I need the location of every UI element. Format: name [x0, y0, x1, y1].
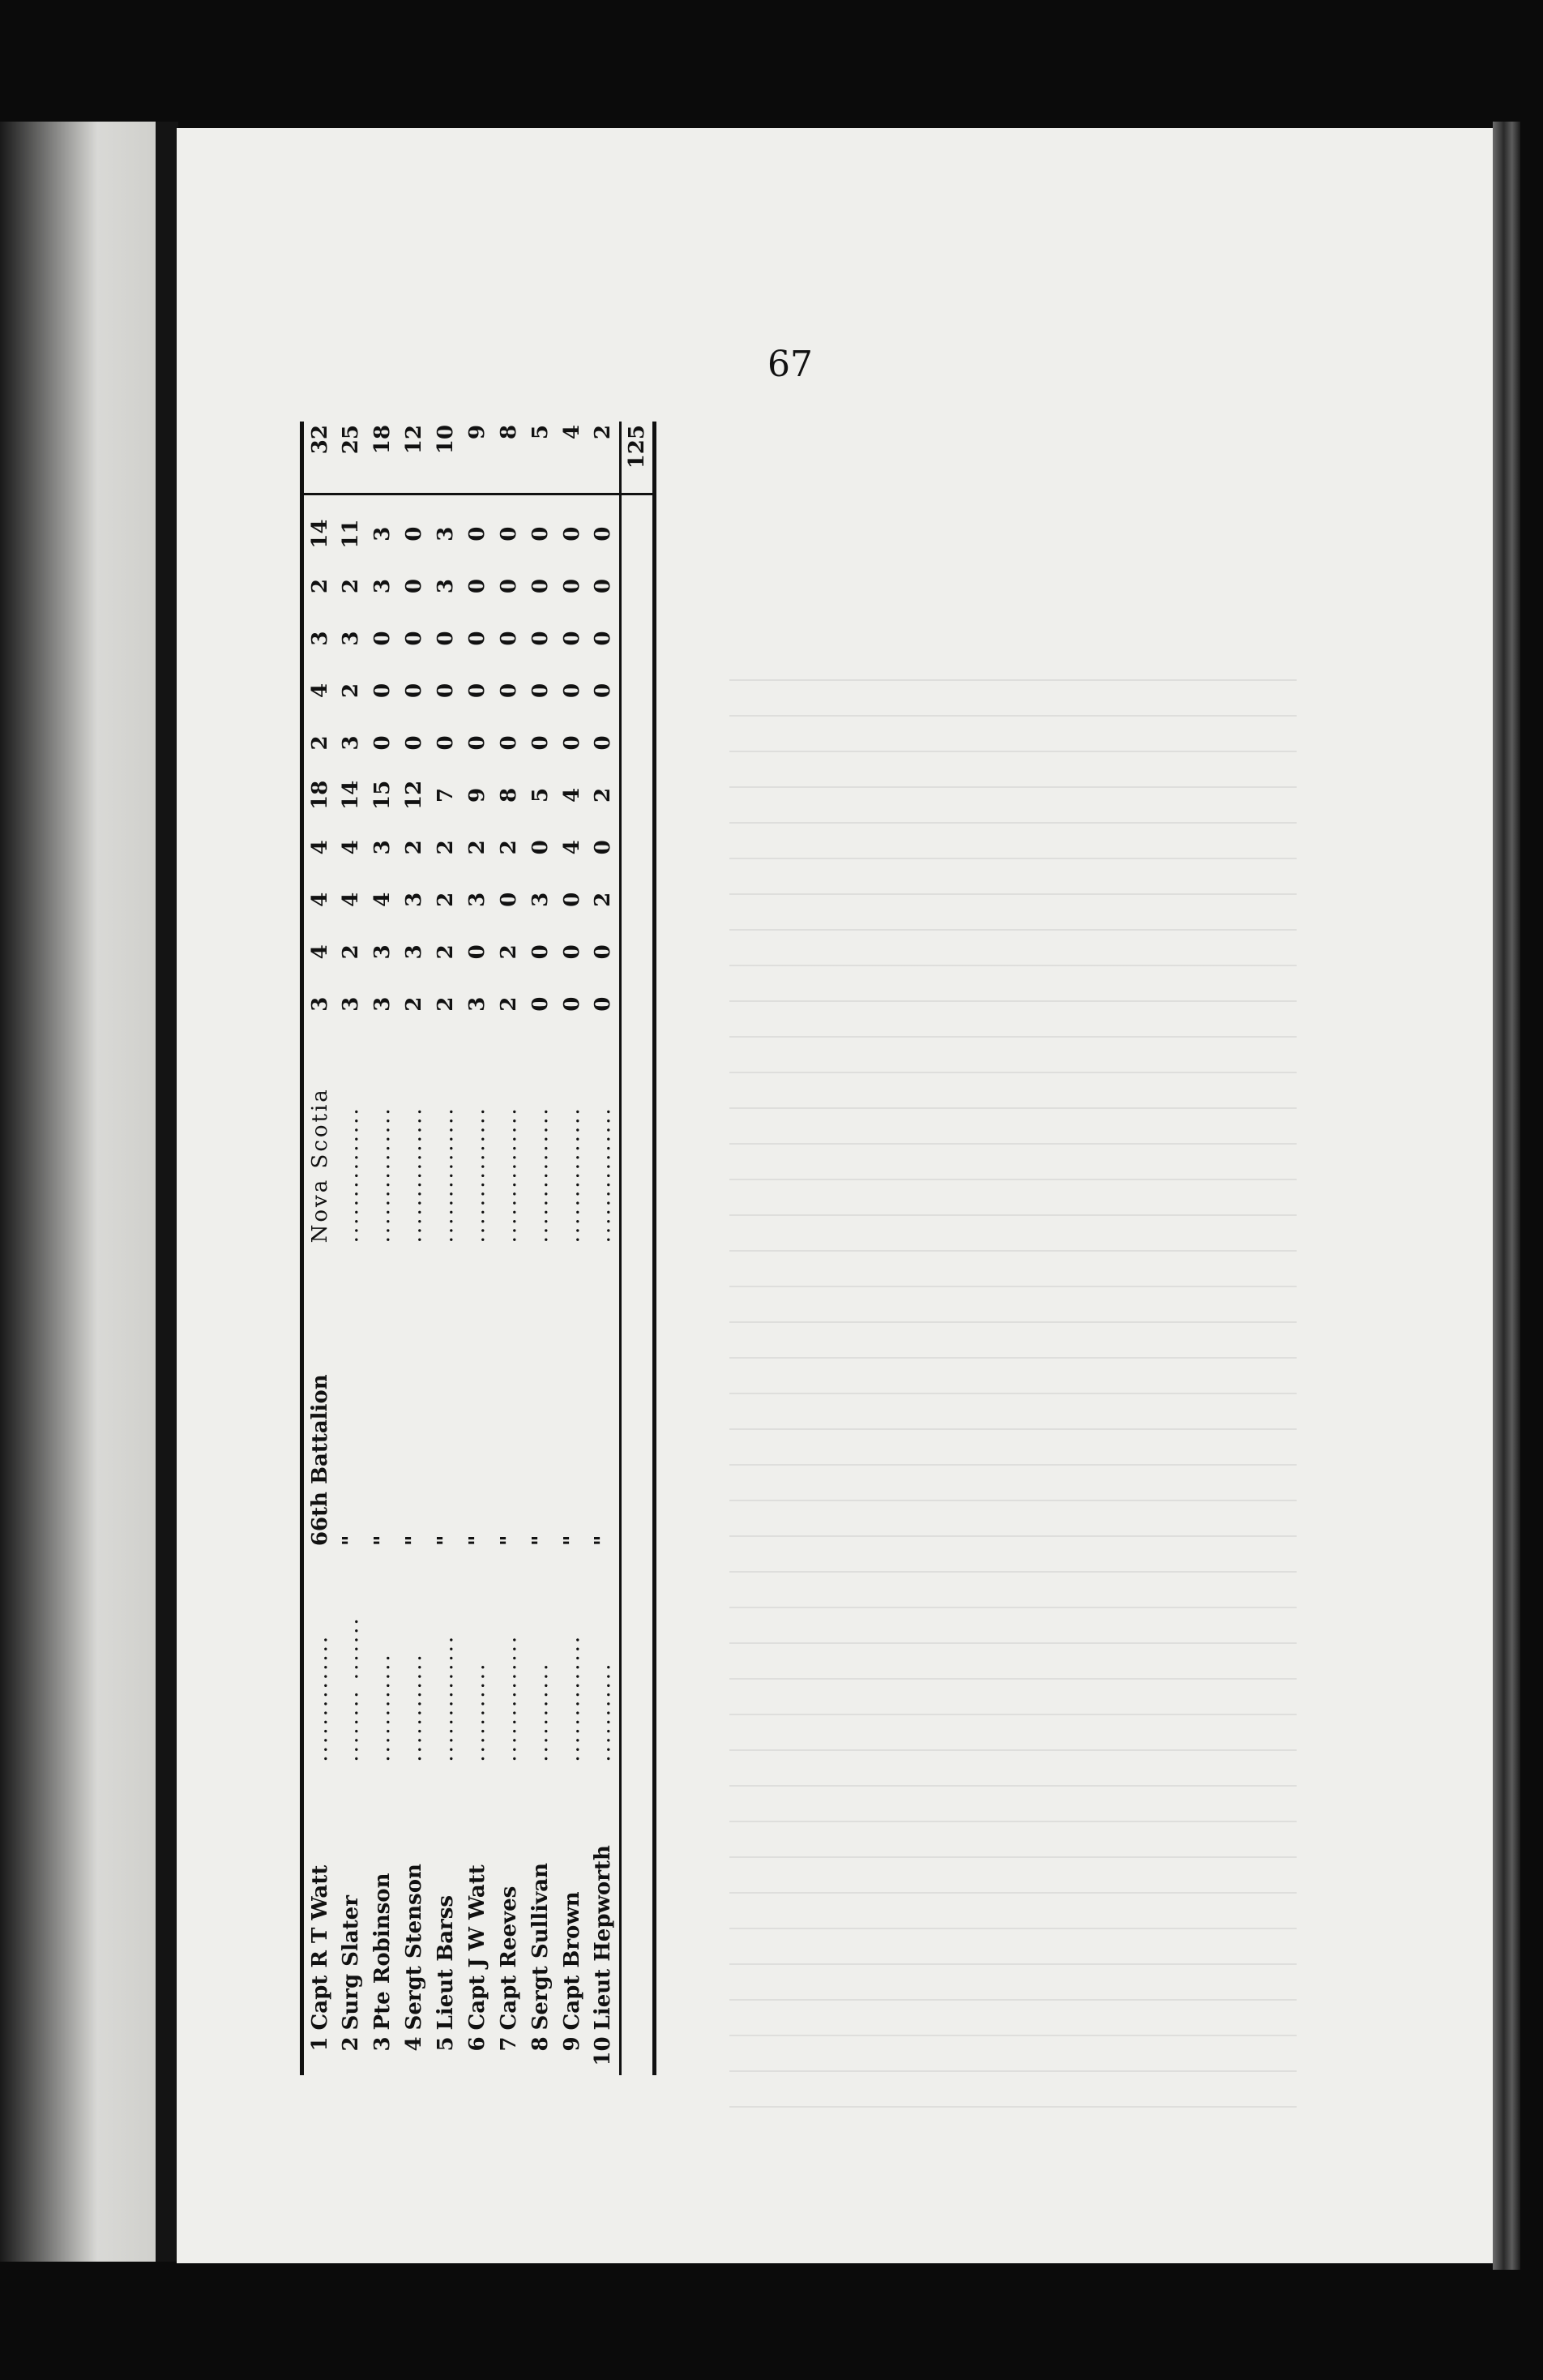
score-cell: 7 — [434, 787, 459, 803]
score-cell: 0 — [559, 631, 584, 646]
column-gap — [302, 494, 336, 508]
row-index: 4 — [402, 2036, 427, 2052]
shooter-name: Capt Brown — [559, 1891, 584, 2031]
score-cell: 3 — [339, 996, 364, 1012]
province-cell: ............... — [464, 1106, 489, 1244]
empty-cell — [620, 494, 654, 508]
score-cell: 12 — [402, 780, 427, 810]
row-total: 25 — [336, 422, 367, 494]
leader-dots: .............. — [559, 1633, 584, 1762]
province-cell: ............... — [434, 1106, 459, 1244]
row-index: 10 — [591, 2036, 616, 2066]
score-cell: 3 — [307, 996, 332, 1012]
score-cell: 0 — [402, 579, 427, 594]
province-cell: ............... — [559, 1106, 584, 1244]
shooter-name: Capt Reeves — [496, 1886, 521, 2031]
score-cell: 11 — [339, 519, 364, 549]
score-cell: 0 — [528, 526, 553, 541]
score-cell: 0 — [559, 996, 584, 1012]
column-gap — [556, 494, 588, 508]
shooter-name: Lieut Hepworth — [591, 1845, 616, 2031]
shooter-name: Capt R T Watt — [307, 1864, 332, 2031]
score-cell: 0 — [402, 526, 427, 541]
score-table — [300, 422, 656, 2075]
row-total: 5 — [524, 422, 556, 494]
score-cell: 2 — [496, 944, 521, 960]
score-cell: 3 — [528, 892, 553, 907]
score-cell: 14 — [307, 519, 332, 549]
score-cell: 0 — [591, 944, 616, 960]
page-number: 67 — [767, 344, 813, 385]
score-cell: 0 — [559, 892, 584, 907]
row-index: 8 — [528, 2036, 553, 2052]
score-cell: 0 — [496, 683, 521, 699]
empty-cell — [620, 769, 654, 821]
grand-total: 125 — [620, 422, 654, 494]
province-cell: ............... — [528, 1106, 553, 1244]
score-cell: 9 — [464, 787, 489, 803]
row-total: 18 — [367, 422, 399, 494]
column-gap — [336, 494, 367, 508]
score-cell: 3 — [370, 944, 395, 960]
province-cell: ............... — [402, 1106, 427, 1244]
score-cell: 2 — [434, 944, 459, 960]
score-cell: 3 — [339, 735, 364, 751]
score-cell: 2 — [307, 579, 332, 594]
score-cell: 0 — [464, 526, 489, 541]
table-row — [399, 422, 430, 2075]
column-gap — [399, 494, 430, 508]
empty-cell — [620, 874, 654, 926]
table-row — [367, 422, 399, 2075]
score-cell: 3 — [370, 526, 395, 541]
table-row — [556, 422, 588, 2075]
province-cell: ............... — [496, 1106, 521, 1244]
shooter-name: Capt J W Watt — [464, 1864, 489, 2031]
score-cell: 0 — [496, 631, 521, 646]
score-cell: 3 — [464, 996, 489, 1012]
score-cell: 0 — [559, 526, 584, 541]
score-cell: 4 — [307, 892, 332, 907]
corps-name: " — [464, 1535, 489, 1547]
score-cell: 0 — [464, 735, 489, 751]
empty-cell — [620, 821, 654, 873]
score-cell: 0 — [591, 631, 616, 646]
leader-dots: ........... — [464, 1661, 489, 1762]
row-index: 1 — [307, 2036, 332, 2052]
score-cell: 2 — [464, 840, 489, 855]
leader-dots: ............ — [402, 1652, 427, 1762]
score-cell: 0 — [496, 892, 521, 907]
empty-cell — [620, 560, 654, 612]
facing-page — [0, 122, 162, 2262]
score-table-rotated — [300, 422, 656, 2075]
score-cell: 0 — [591, 735, 616, 751]
score-cell: 3 — [434, 579, 459, 594]
leader-dots: ............ — [370, 1652, 395, 1762]
corps-name: " — [402, 1535, 427, 1547]
score-cell: 2 — [307, 735, 332, 751]
score-cell: 0 — [370, 735, 395, 751]
score-cell: 0 — [591, 996, 616, 1012]
empty-cell — [620, 978, 654, 1029]
corps-name: 66th Battalion — [307, 1374, 332, 1547]
score-cell: 0 — [559, 579, 584, 594]
score-cell: 0 — [464, 579, 489, 594]
score-cell: 0 — [434, 735, 459, 751]
corps-name: " — [559, 1535, 584, 1547]
province-cell: ............... — [591, 1106, 616, 1244]
leader-dots: ........... — [528, 1661, 553, 1762]
score-cell: 4 — [307, 944, 332, 960]
row-total: 9 — [462, 422, 494, 494]
corps-name: " — [339, 1535, 364, 1547]
score-cell: 0 — [496, 526, 521, 541]
score-cell: 0 — [402, 631, 427, 646]
score-cell: 0 — [559, 735, 584, 751]
table-row — [462, 422, 494, 2075]
score-cell: 4 — [307, 683, 332, 699]
row-total: 8 — [493, 422, 524, 494]
score-cell: 3 — [402, 892, 427, 907]
province-cell: Nova Scotia — [307, 1087, 332, 1244]
row-total: 2 — [588, 422, 620, 494]
score-cell: 3 — [402, 944, 427, 960]
corps-name: " — [591, 1535, 616, 1547]
leader-dots: .............. — [434, 1633, 459, 1762]
bleed-through — [729, 649, 1297, 2108]
score-cell: 0 — [591, 526, 616, 541]
score-cell: 0 — [402, 735, 427, 751]
score-cell: 0 — [496, 735, 521, 751]
score-cell: 4 — [339, 892, 364, 907]
corps-name: " — [370, 1535, 395, 1547]
shooter-name: Pte Robinson — [370, 1873, 395, 2031]
score-cell: 4 — [339, 840, 364, 855]
column-gap — [430, 494, 462, 508]
empty-cell — [620, 926, 654, 978]
score-cell: 0 — [402, 683, 427, 699]
score-cell: 4 — [370, 892, 395, 907]
score-cell: 0 — [591, 683, 616, 699]
score-cell: 4 — [307, 840, 332, 855]
score-cell: 15 — [370, 780, 395, 810]
row-index: 6 — [464, 2036, 489, 2052]
score-cell: 0 — [559, 944, 584, 960]
leader-dots: ........ ....... — [339, 1616, 364, 1762]
score-cell: 3 — [370, 996, 395, 1012]
total-row — [620, 422, 654, 2075]
table-row — [493, 422, 524, 2075]
page-edge — [1493, 122, 1520, 2270]
score-cell: 0 — [528, 996, 553, 1012]
score-cell: 0 — [559, 683, 584, 699]
score-cell: 4 — [559, 787, 584, 803]
province-cell: ............... — [370, 1106, 395, 1244]
score-cell: 2 — [496, 840, 521, 855]
leader-dots: .............. — [496, 1633, 521, 1762]
corps-name: " — [434, 1535, 459, 1547]
score-cell: 0 — [591, 579, 616, 594]
score-cell: 2 — [434, 892, 459, 907]
row-index: 7 — [496, 2036, 521, 2052]
empty-cell — [620, 2033, 654, 2075]
score-cell: 2 — [496, 996, 521, 1012]
score-cell: 0 — [434, 631, 459, 646]
row-total: 10 — [430, 422, 462, 494]
score-cell: 2 — [402, 840, 427, 855]
score-cell: 2 — [434, 840, 459, 855]
leader-dots: .............. — [307, 1633, 332, 1762]
empty-cell — [620, 1549, 654, 1765]
table-row — [430, 422, 462, 2075]
score-cell: 3 — [370, 840, 395, 855]
shooter-name: Lieut Barss — [434, 1894, 459, 2031]
empty-cell — [620, 717, 654, 768]
score-cell: 0 — [464, 631, 489, 646]
row-total: 32 — [302, 422, 336, 494]
column-gap — [367, 494, 399, 508]
score-cell: 8 — [496, 787, 521, 803]
empty-cell — [620, 1030, 654, 1246]
shooter-name: Sergt Stenson — [402, 1864, 427, 2031]
corps-name: " — [496, 1535, 521, 1547]
column-gap — [493, 494, 524, 508]
table-row — [302, 422, 336, 2075]
score-cell: 0 — [464, 944, 489, 960]
book-gutter — [156, 122, 178, 2262]
column-gap — [524, 494, 556, 508]
leader-dots: ........... — [591, 1661, 616, 1762]
score-cell: 0 — [528, 683, 553, 699]
row-total: 12 — [399, 422, 430, 494]
score-cell: 0 — [434, 683, 459, 699]
column-gap — [588, 494, 620, 508]
score-cell: 3 — [370, 579, 395, 594]
score-cell: 0 — [370, 631, 395, 646]
score-cell: 2 — [339, 944, 364, 960]
corps-name: " — [528, 1535, 553, 1547]
row-index: 9 — [559, 2036, 584, 2052]
score-cell: 0 — [528, 735, 553, 751]
row-index: 2 — [339, 2036, 364, 2052]
score-cell: 0 — [528, 579, 553, 594]
score-cell: 2 — [591, 892, 616, 907]
score-cell: 2 — [402, 996, 427, 1012]
score-cell: 0 — [370, 683, 395, 699]
score-cell: 0 — [528, 631, 553, 646]
score-cell: 18 — [307, 780, 332, 810]
score-cell: 0 — [591, 840, 616, 855]
empty-cell — [620, 665, 654, 717]
score-cell: 14 — [339, 780, 364, 810]
score-cell: 4 — [559, 840, 584, 855]
row-index: 5 — [434, 2036, 459, 2052]
empty-cell — [620, 1246, 654, 1549]
shooter-name: Sergt Sullivan — [528, 1863, 553, 2031]
shooter-name: Surg Slater — [339, 1895, 364, 2031]
column-gap — [462, 494, 494, 508]
score-cell: 2 — [434, 996, 459, 1012]
empty-cell — [620, 612, 654, 664]
score-cell: 0 — [496, 579, 521, 594]
row-index: 3 — [370, 2036, 395, 2052]
score-cell: 0 — [464, 683, 489, 699]
score-cell: 3 — [464, 892, 489, 907]
score-cell: 2 — [339, 683, 364, 699]
score-cell: 0 — [528, 944, 553, 960]
empty-cell — [620, 507, 654, 559]
table-row — [588, 422, 620, 2075]
score-cell: 3 — [434, 526, 459, 541]
score-cell: 3 — [339, 631, 364, 646]
score-cell: 3 — [307, 631, 332, 646]
score-cell: 2 — [339, 579, 364, 594]
score-cell: 0 — [528, 840, 553, 855]
score-cell: 2 — [591, 787, 616, 803]
empty-cell — [620, 1766, 654, 2034]
table-row — [336, 422, 367, 2075]
province-cell: ............... — [339, 1106, 364, 1244]
row-total: 4 — [556, 422, 588, 494]
score-cell: 5 — [528, 787, 553, 803]
table-row — [524, 422, 556, 2075]
